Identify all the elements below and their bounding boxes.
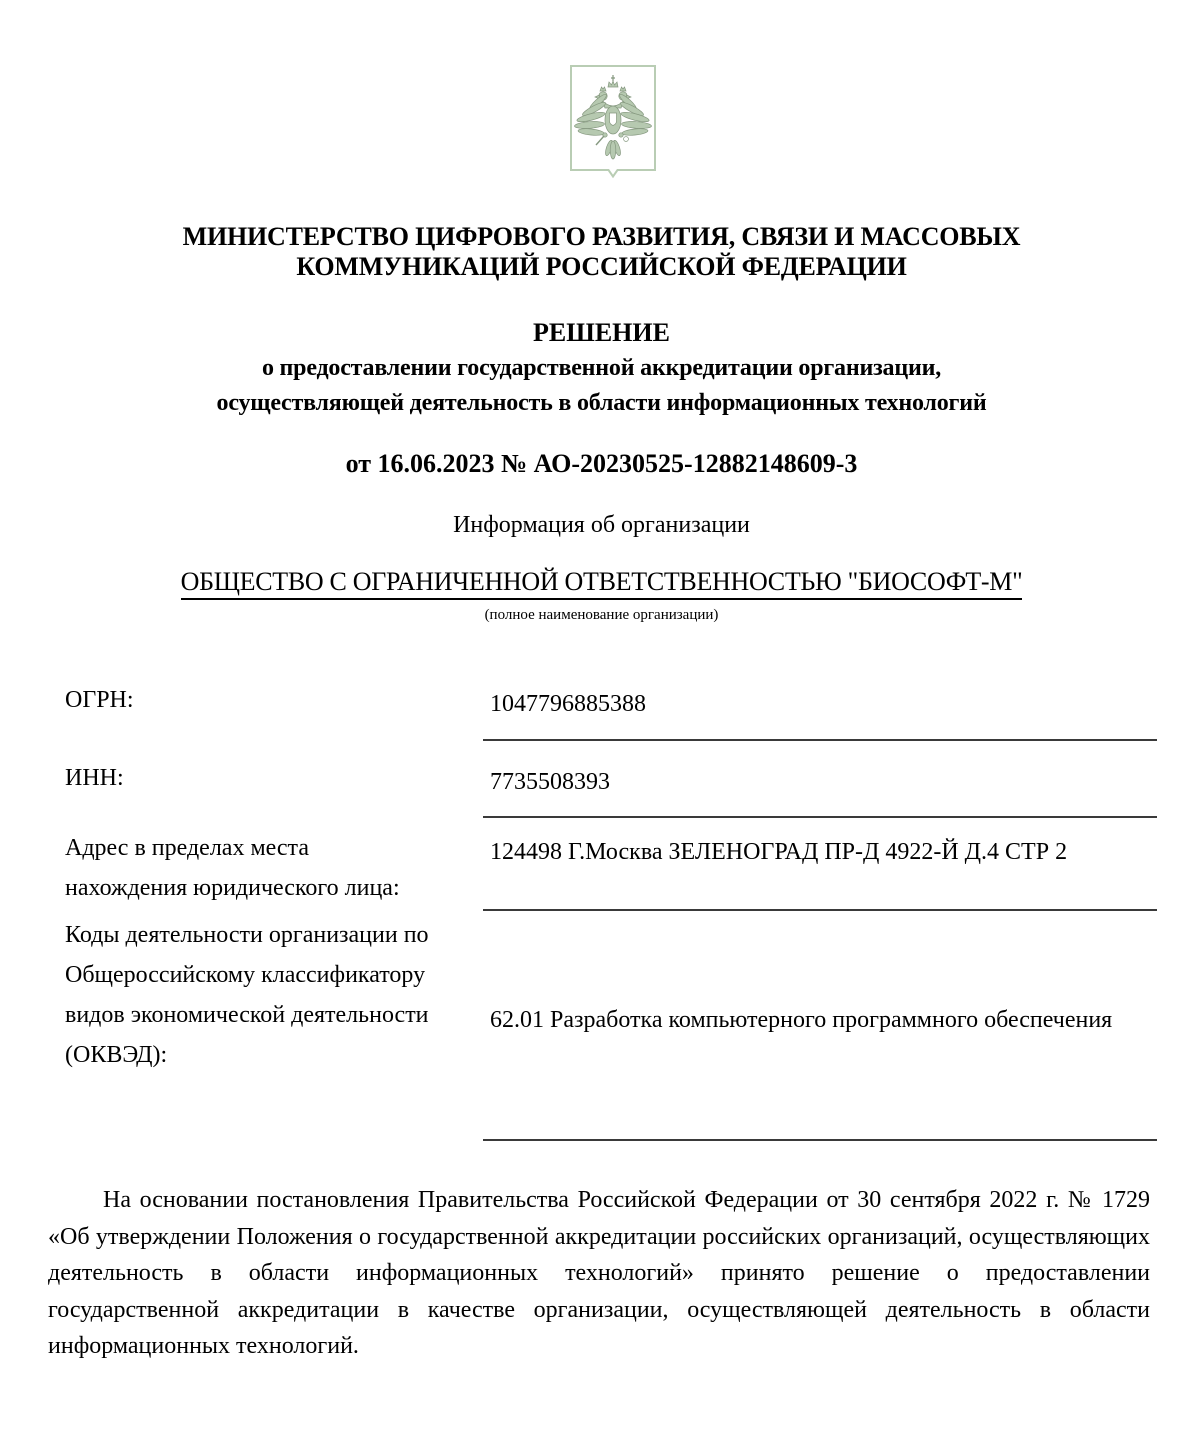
field-underline-inn <box>483 816 1157 818</box>
ministry-header <box>0 222 1203 282</box>
field-value-okved: 62.01 Разработка компьютерного программного обеспечения <box>490 1007 1113 1033</box>
field-underline-address <box>483 909 1157 911</box>
field-value-inn: 7735508393 <box>490 769 610 795</box>
field-label-ogrn: ОГРН: <box>65 687 134 713</box>
decision-body-paragraph: На основании постановления Правительства Российской Федерации от 30 сентября 2022 г. № 1729 «Об утверждении Положения о государственной аккредитации российских организаций, осуществляющих деятельность в области информационных технологий» принято решение о предоставлении государственной аккредитации в качестве организации, осуществляющей деятельность в области информационных технологий. <box>48 1187 1150 1359</box>
coat-of-arms-graphic <box>569 64 657 186</box>
field-underline-okved <box>483 1139 1157 1141</box>
org-info-section-title: Информация об организации <box>453 512 750 538</box>
field-label-inn: ИНН: <box>65 765 124 791</box>
decision-title: РЕШЕНИЕ <box>533 318 670 347</box>
ministry-header-line2: КОММУНИКАЦИЙ РОССИЙСКОЙ ФЕДЕРАЦИИ <box>296 252 907 281</box>
field-underline-ogrn <box>483 739 1157 741</box>
decision-subtitle <box>0 351 1203 421</box>
field-value-ogrn: 1047796885388 <box>490 691 646 717</box>
field-value-address: 124498 Г.Москва ЗЕЛЕНОГРАД ПР-Д 4922-Й Д.4 СТР 2 <box>490 839 1068 865</box>
decision-subtitle-line1: о предоставлении государственной аккредитации организации, <box>261 355 942 381</box>
decision-subtitle-line2: осуществляющей деятельность в области информационных технологий <box>216 390 987 416</box>
ministry-header-line1: МИНИСТЕРСТВО ЦИФРОВОГО РАЗВИТИЯ, СВЯЗИ И МАССОВЫХ <box>182 222 1021 251</box>
org-name-caption: (полное наименование организации) <box>484 607 719 623</box>
field-label-address: Адрес в пределах места нахождения юридического лица: <box>65 835 400 901</box>
field-label-okved: Коды деятельности организации по Общероссийскому классификатору видов экономической деятельности (ОКВЭД): <box>65 922 429 1068</box>
coat-of-arms-icon <box>569 64 657 186</box>
org-name-text: ОБЩЕСТВО С ОГРАНИЧЕННОЙ ОТВЕТСТВЕННОСТЬЮ "БИОСОФТ-М" <box>181 567 1023 600</box>
org-name <box>0 567 1203 597</box>
decision-date-number: от 16.06.2023 № АО-20230525-12882148609-3 <box>345 449 858 478</box>
